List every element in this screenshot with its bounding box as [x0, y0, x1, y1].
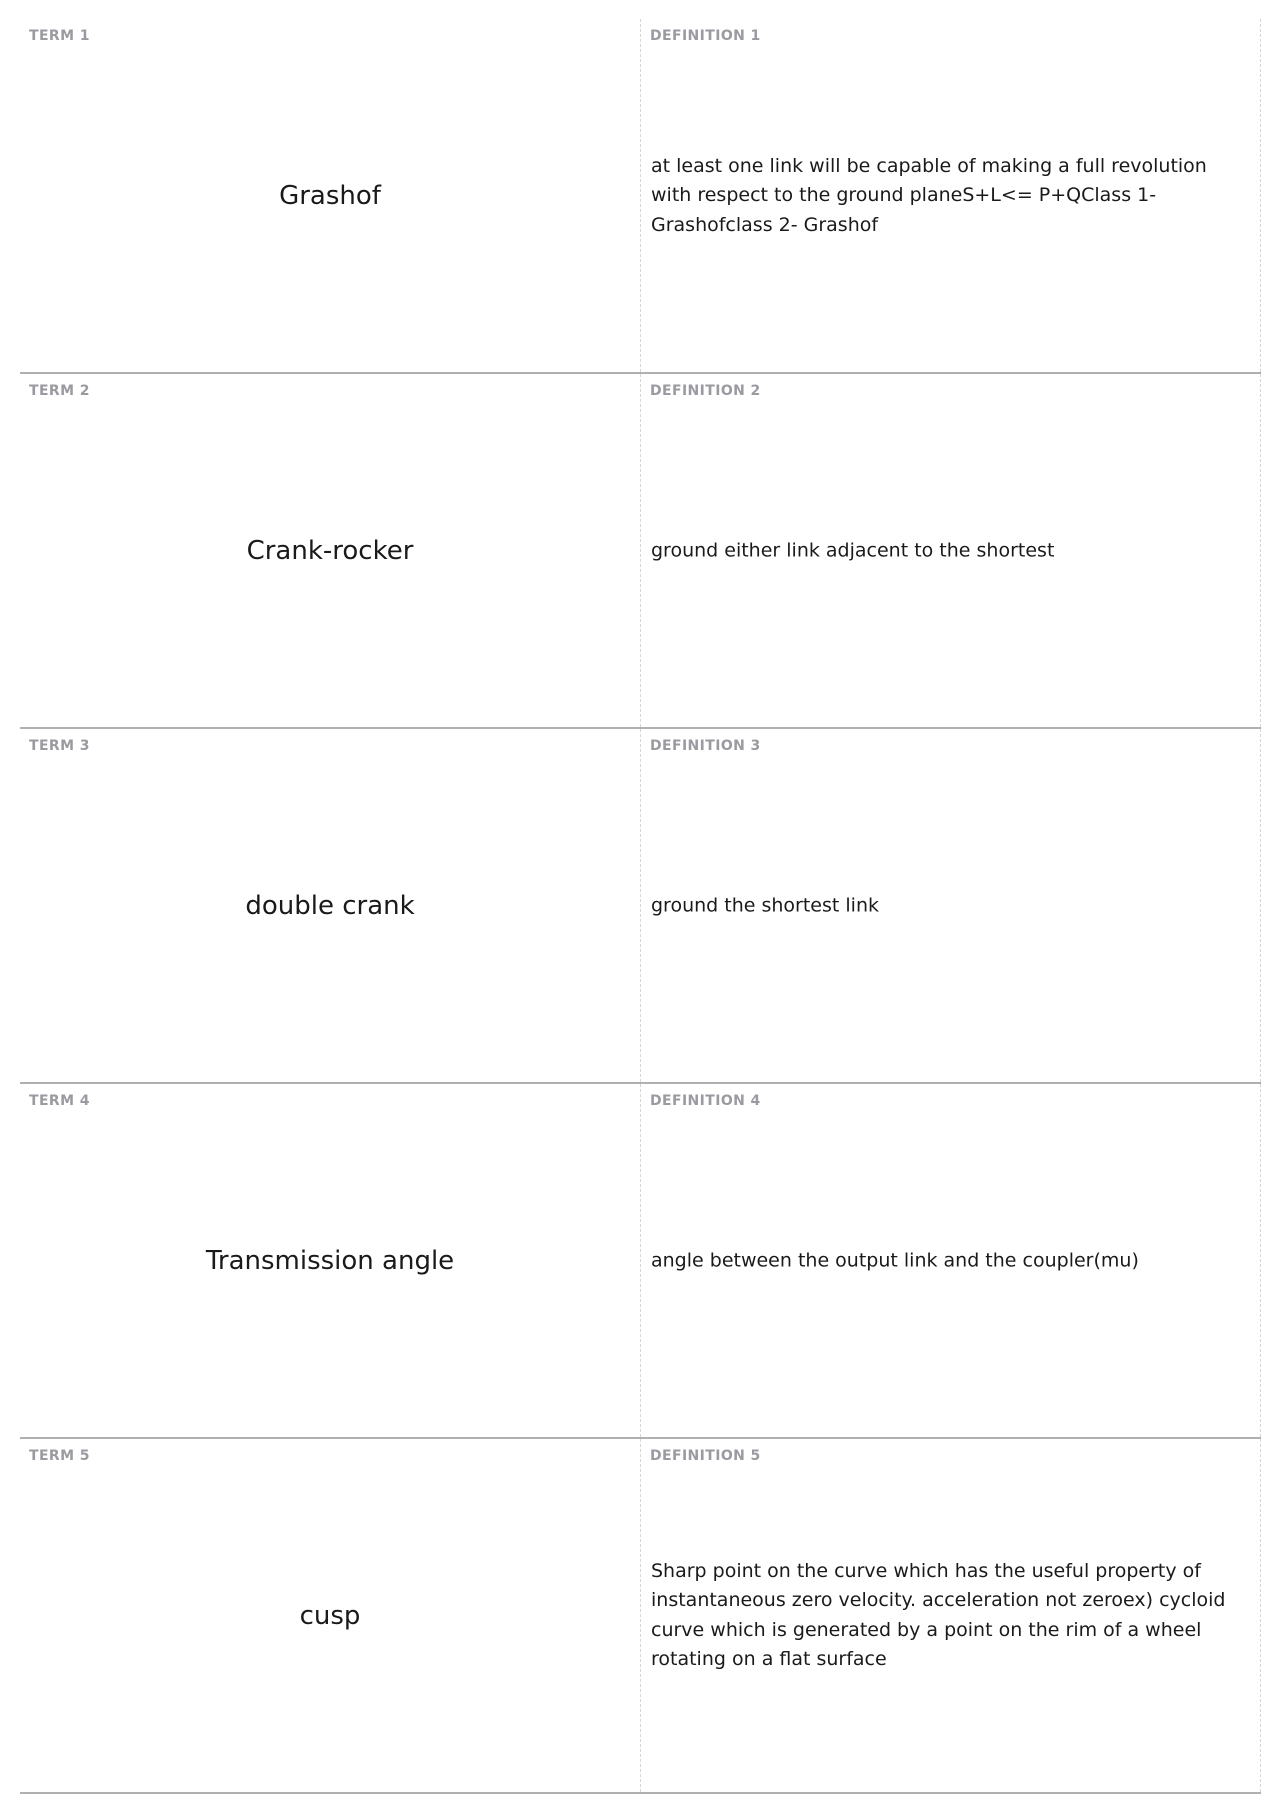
definition-cell	[641, 1439, 1261, 1792]
definition-text: angle between the output link and the coupler(mu)	[651, 1248, 1139, 1271]
definition-text: ground either link adjacent to the shortest	[651, 538, 1055, 561]
definition-number-label: DEFINITION 2	[650, 383, 761, 399]
term-cell	[20, 19, 641, 372]
flashcard-row	[20, 729, 1261, 1084]
flashcard-sheet	[20, 19, 1261, 1794]
definition-cell	[641, 729, 1261, 1082]
definition-number-label: DEFINITION 5	[650, 1448, 761, 1464]
definition-cell	[641, 1084, 1261, 1437]
term-text: cusp	[299, 1600, 361, 1631]
definition-text: Sharp point on the curve which has the useful property of instantaneous zero velocity. acceleration not zeroex) cycloid curve which is generated by a point on the rim of a wheel rotating on a flat surface	[651, 1559, 1226, 1670]
term-text: Grashof	[279, 180, 381, 211]
definition-text: at least one link will be capable of making a full revolution with respect to the ground planeS+L<= P+QClass 1- Grashofclass 2- Grashof	[651, 154, 1207, 236]
term-number-label: TERM 2	[29, 383, 90, 399]
term-text: double crank	[245, 890, 415, 921]
flashcard-row	[20, 1084, 1261, 1439]
term-number-label: TERM 3	[29, 738, 90, 754]
term-text: Crank-rocker	[246, 535, 414, 566]
definition-cell	[641, 374, 1261, 727]
term-cell	[20, 1084, 641, 1437]
term-number-label: TERM 4	[29, 1093, 90, 1109]
flashcard-row	[20, 1439, 1261, 1794]
term-number-label: TERM 1	[29, 28, 90, 44]
definition-text: ground the shortest link	[651, 893, 879, 916]
term-text: Transmission angle	[205, 1245, 455, 1276]
term-cell	[20, 729, 641, 1082]
flashcard-row	[20, 19, 1261, 374]
flashcard-row	[20, 374, 1261, 729]
term-cell	[20, 374, 641, 727]
definition-cell	[641, 19, 1261, 372]
definition-number-label: DEFINITION 1	[650, 28, 761, 44]
term-cell	[20, 1439, 641, 1792]
term-number-label: TERM 5	[29, 1448, 90, 1464]
definition-number-label: DEFINITION 4	[650, 1093, 761, 1109]
definition-number-label: DEFINITION 3	[650, 738, 761, 754]
